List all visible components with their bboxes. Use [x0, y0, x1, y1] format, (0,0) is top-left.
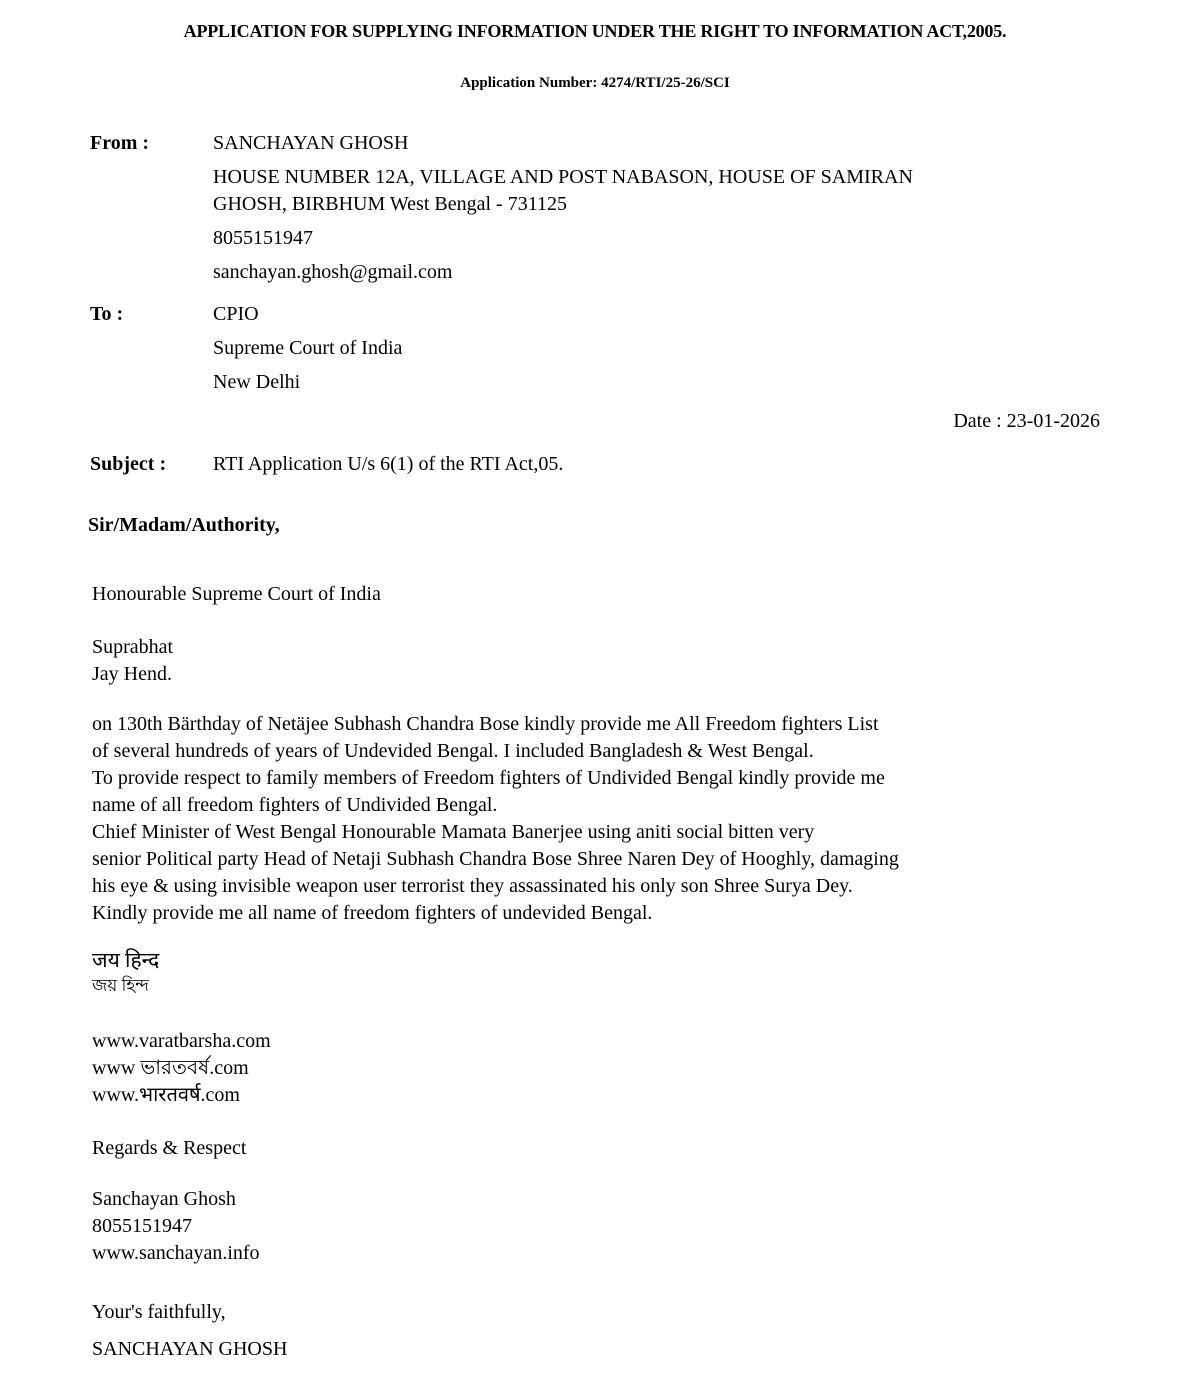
subject-section [90, 451, 1100, 478]
document-title: APPLICATION FOR SUPPLYING INFORMATION UNDER THE RIGHT TO INFORMATION ACT,2005. [183, 21, 1007, 41]
sender-name: SANCHAYAN GHOSH [213, 132, 409, 154]
from-label: From : [90, 132, 150, 154]
subject-label: Subject : [90, 453, 167, 475]
recipient-organization: Supreme Court of India [213, 337, 403, 359]
request-paragraph [92, 711, 1100, 927]
website-bharatborsho-bengali: www ভারতবর্ষ.com [92, 1057, 249, 1079]
recipient-city: New Delhi [213, 371, 301, 393]
greeting-block [92, 634, 1100, 688]
addressee-line: Honourable Supreme Court of India [92, 583, 381, 605]
sender-email: sanchayan.ghosh@gmail.com [213, 261, 453, 283]
signature-block [92, 1186, 1100, 1267]
application-number: Application Number: 4274/RTI/25-26/SCI [460, 75, 730, 91]
paragraph-line: To provide respect to family members of Freedom fighters of Undivided Bengal kindly provide me [92, 767, 885, 789]
paragraph-line: senior Political party Head of Netaji Subhash Chandra Bose Shree Naren Dey of Hooghly, damaging [92, 848, 899, 870]
regards-line: Regards & Respect [92, 1137, 247, 1159]
sender-address-line-2: GHOSH, BIRBHUM West Bengal - 731125 [213, 193, 567, 215]
sender-phone: 8055151947 [213, 227, 313, 249]
date-line: Date : 23-01-2026 [953, 410, 1100, 432]
jai-hind-bengali: জয় হিন্দ [92, 976, 149, 995]
to-label: To : [90, 303, 124, 325]
greeting-line-1: Suprabhat [92, 636, 174, 658]
to-details [213, 301, 402, 396]
signed-name: SANCHAYAN GHOSH [92, 1338, 288, 1360]
paragraph-line: on 130th Bärthday of Netäjee Subhash Chandra Bose kindly provide me All Freedom fighters List [92, 713, 879, 735]
recipient-designation: CPIO [213, 303, 259, 325]
sender-address [213, 164, 913, 218]
paragraph-line: Kindly provide me all name of freedom fighters of undevided Bengal. [92, 902, 653, 924]
subject-text: RTI Application U/s 6(1) of the RTI Act,05. [213, 453, 564, 475]
sender-address-line-1: HOUSE NUMBER 12A, VILLAGE AND POST NABASON, HOUSE OF SAMIRAN [213, 166, 913, 188]
jai-hind-block [92, 947, 1100, 998]
signature-name: Sanchayan Ghosh [92, 1188, 236, 1210]
from-details [213, 130, 913, 286]
to-section [90, 301, 1100, 396]
closing-line: Your's faithfully, [92, 1301, 226, 1323]
paragraph-line: his eye & using invisible weapon user terrorist they assassinated his only son Shree Surya Dey. [92, 875, 853, 897]
signature-website: www.sanchayan.info [92, 1242, 260, 1264]
website-varatbarsha: www.varatbarsha.com [92, 1030, 271, 1052]
paragraph-line: of several hundreds of years of Undevided Bengal. I included Bangladesh & West Bengal. [92, 740, 814, 762]
salutation: Sir/Madam/Authority, [88, 514, 280, 536]
signature-phone: 8055151947 [92, 1215, 192, 1237]
jai-hind-hindi: जय हिन्द [92, 948, 160, 972]
from-section [90, 130, 1100, 286]
paragraph-line: Chief Minister of West Bengal Honourable Mamata Banerjee using aniti social bitten very [92, 821, 815, 843]
greeting-line-2: Jay Hend. [92, 663, 172, 685]
website-bharatvarsh-hindi: www.भारतवर्ष.com [92, 1084, 240, 1106]
website-list [92, 1028, 1100, 1109]
paragraph-line: name of all freedom fighters of Undivided Bengal. [92, 794, 498, 816]
